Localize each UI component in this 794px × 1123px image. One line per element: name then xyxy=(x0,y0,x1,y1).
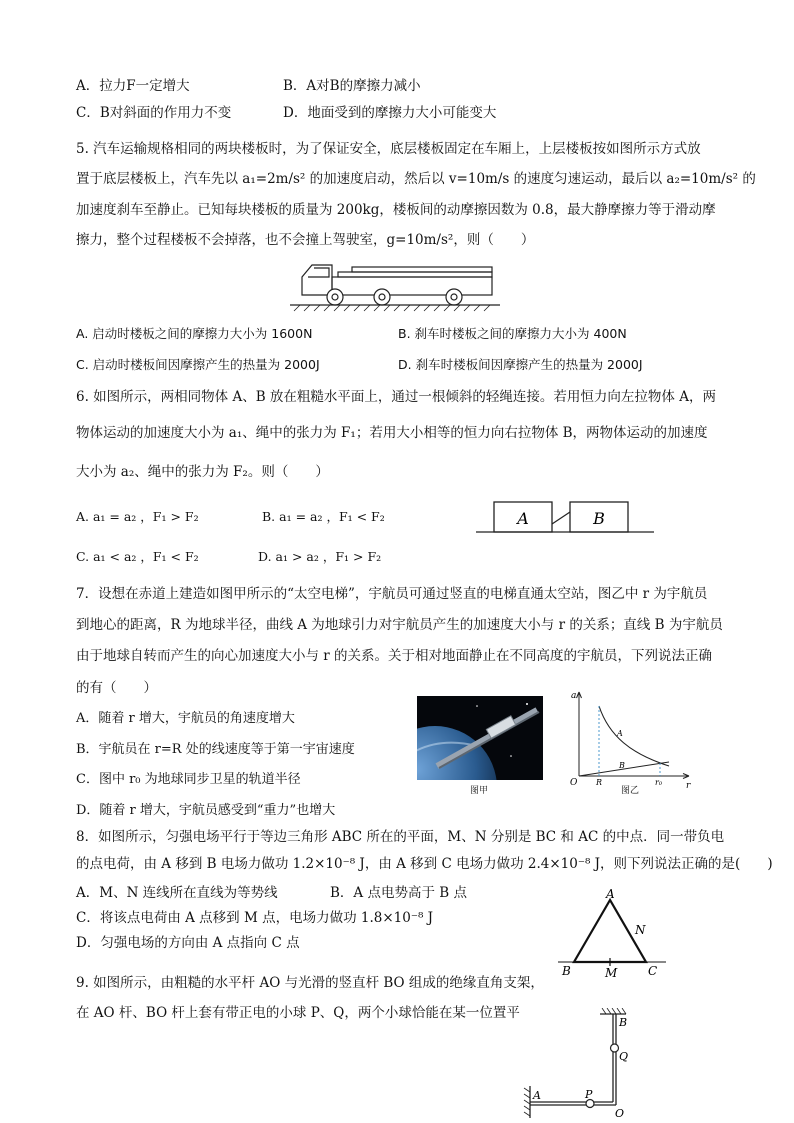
q5-option-a: A. 启动时楼板之间的摩擦力大小为 1600N xyxy=(76,326,313,341)
q8-option-b: B．A 点电势高于 B 点 xyxy=(330,885,467,901)
figure-yi-caption: 图乙 xyxy=(621,786,640,796)
truck-figure xyxy=(290,255,505,315)
figure-jia-caption: 图甲 xyxy=(470,786,489,796)
space-elevator-image xyxy=(417,696,543,780)
q6-stem-line-1: 6. 如图所示，两相同物体 A、B 放在粗糙水平面上，通过一根倾斜的轻绳连接。若用恒力向左拉物体 A，两 xyxy=(76,389,716,405)
q8-option-a: A．M、N 连线所在直线为等势线 xyxy=(76,885,278,901)
graph-tick-r: R xyxy=(596,778,603,787)
q6-stem-line-3: 大小为 a₂、绳中的张力为 F₂。则（ ） xyxy=(76,464,329,480)
q6-option-c: C. a₁ < a₂ ，F₁ < F₂ xyxy=(76,549,199,564)
q7-option-c: C．图中 r₀ 为地球同步卫星的轨道半径 xyxy=(76,772,301,787)
bracket-label-a: A xyxy=(533,1089,541,1102)
graph-axis-a: a xyxy=(571,691,577,701)
triangle-vertex-c: C xyxy=(648,964,658,978)
bracket-label-b: B xyxy=(619,1016,628,1029)
block-a-label: A xyxy=(517,509,529,528)
q5-option-d: D. 刹车时楼板间因摩擦产生的热量为 2000J xyxy=(398,357,643,372)
triangle-vertex-b: B xyxy=(562,964,571,978)
q4-option-a: A．拉力F一定增大 xyxy=(76,78,190,94)
q7-option-b: B．宇航员在 r=R 处的线速度等于第一宇宙速度 xyxy=(76,742,355,757)
q7-option-a: A．随着 r 增大，宇航员的角速度增大 xyxy=(76,711,295,726)
graph-tick-r0: r₀ xyxy=(655,778,663,787)
bracket-label-p: P xyxy=(585,1088,593,1101)
block-b-label: B xyxy=(593,509,605,528)
q7-stem-line-3: 由于地球自转而产生的向心加速度大小与 r 的关系。关于相对地面静止在不同高度的宇航员，下列说法正确 xyxy=(76,648,713,664)
q7-stem-line-4: 的有（ ） xyxy=(76,680,157,696)
graph-origin: O xyxy=(570,778,578,788)
q7-option-d: D．随着 r 增大，宇航员感受到“重力”也增大 xyxy=(76,803,336,818)
q8-stem-line-2: 的点电荷，由 A 移到 B 电场力做功 1.2×10⁻⁸ J，由 A 移到 C 电场力做功 2.4×10⁻⁸ J，则下列说法正确的是( ) xyxy=(76,856,773,872)
q7-stem-line-2: 到地心的距离，R 为地球半径，曲线 A 为地球引力对宇航员产生的加速度大小与 r 的关系；直线 B 为宇航员 xyxy=(76,617,723,633)
q6-option-d: D. a₁ > a₂ ，F₁ > F₂ xyxy=(258,549,382,564)
q6-option-b: B. a₁ = a₂ ，F₁ < F₂ xyxy=(262,509,385,524)
triangle-midpoint-m: M xyxy=(605,966,618,980)
q5-stem-line-2: 置于底层楼板上，汽车先以 a₁=2m/s² 的加速度启动，然后以 v=10m/s 的速度匀速运动，最后以 a₂=10m/s² 的 xyxy=(76,171,756,187)
q5-option-b: B. 刹车时楼板之间的摩擦力大小为 400N xyxy=(398,326,627,341)
bracket-label-q: Q xyxy=(619,1050,629,1063)
q6-stem-line-2: 物体运动的加速度大小为 a₁、绳中的张力为 F₁；若用大小相等的恒力向右拉物体 B，两物体运动的加速度 xyxy=(76,425,708,441)
q4-option-b: B．A对B的摩擦力减小 xyxy=(283,78,421,94)
q8-option-d: D．匀强电场的方向由 A 点指向 C 点 xyxy=(76,935,300,951)
q5-stem-line-1: 5. 汽车运输规格相同的两块楼板时，为了保证安全，底层楼板固定在车厢上，上层楼板按如图所示方式放 xyxy=(76,141,701,157)
q9-stem-line-2: 在 AO 杆、BO 杆上套有带正电的小球 P、Q，两个小球恰能在某一位置平 xyxy=(76,1005,520,1021)
blocks-figure xyxy=(476,496,656,538)
graph-axis-r: r xyxy=(686,781,691,790)
q5-option-c: C. 启动时楼板间因摩擦产生的热量为 2000J xyxy=(76,357,320,372)
triangle-figure xyxy=(558,886,668,982)
q5-stem-line-3: 加速度刹车至静止。已知每块楼板的质量为 200kg，楼板间的动摩擦因数为 0.8，最大静摩擦力等于滑动摩 xyxy=(76,202,716,218)
q5-stem-line-4: 擦力，整个过程楼板不会掉落，也不会撞上驾驶室，g=10m/s²，则（ ） xyxy=(76,232,535,248)
graph-line-b-label: B xyxy=(619,761,625,770)
q4-option-c: C．B对斜面的作用力不变 xyxy=(76,105,232,121)
q8-option-c: C．将该点电荷由 A 点移到 M 点，电场力做功 1.8×10⁻⁸ J xyxy=(76,910,434,926)
bracket-label-o: O xyxy=(615,1107,625,1120)
q7-stem-line-1: 7．设想在赤道上建造如图甲所示的“太空电梯”，宇航员可通过竖直的电梯直通太空站，图乙中 r 为宇航员 xyxy=(76,586,708,602)
q6-option-a: A. a₁ = a₂ ，F₁ > F₂ xyxy=(76,509,199,524)
graph-curve-a-label: A xyxy=(617,729,623,738)
acceleration-graph xyxy=(565,688,695,790)
q9-stem-line-1: 9. 如图所示，由粗糙的水平杆 AO 与光滑的竖直杆 BO 组成的绝缘直角支架， xyxy=(76,975,544,991)
triangle-vertex-a: A xyxy=(606,887,615,901)
q4-option-d: D．地面受到的摩擦力大小可能变大 xyxy=(283,105,497,121)
q8-stem-line-1: 8．如图所示，匀强电场平行于等边三角形 ABC 所在的平面，M、N 分别是 BC 和 AC 的中点．同一带负电 xyxy=(76,829,725,845)
triangle-midpoint-n: N xyxy=(635,923,646,937)
bracket-figure xyxy=(520,1008,640,1120)
